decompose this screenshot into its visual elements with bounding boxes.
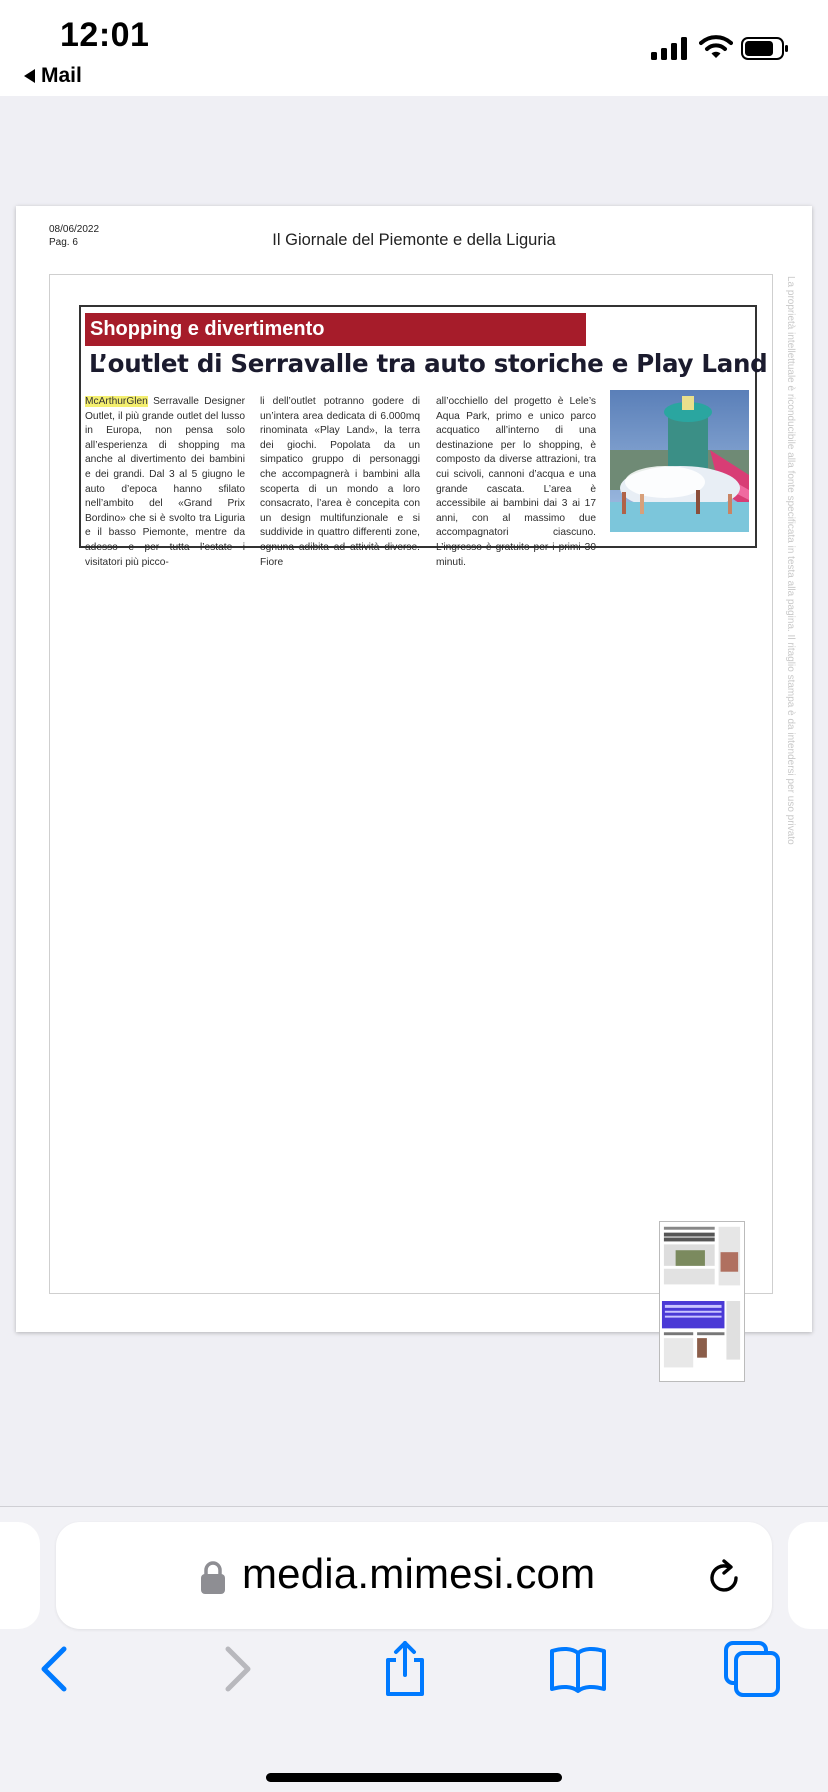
article-clipping xyxy=(79,305,768,568)
article-kicker: Shopping e divertimento xyxy=(85,313,586,346)
article-headline: L’outlet di Serravalle tra auto storiche e Play Land xyxy=(89,349,768,378)
forward-icon[interactable] xyxy=(206,1639,266,1699)
reload-icon[interactable] xyxy=(702,1556,746,1600)
wifi-icon xyxy=(699,34,733,60)
status-bar xyxy=(0,0,828,96)
newspaper-page xyxy=(16,206,812,1332)
back-icon[interactable] xyxy=(28,1639,88,1699)
highlighted-term: McArthurGlen xyxy=(85,396,148,407)
article-column-2: li dell’outlet potranno godere di un’intera area dedicata di 6.000mq rinominata «Play Land», la terra dei giochi. Popolata da un simpatico gruppo di personaggi che accompagnerà i bambini alla scoperta di un mondo a loro consacrato, l’area è concepita con un design multifunzionale e si suddivide in quattro differenti zone, ognuna adibita ad attività diverse. Fiore xyxy=(260,396,420,568)
back-triangle-icon xyxy=(24,69,35,83)
back-to-mail-label: Mail xyxy=(41,64,82,87)
article-column-1-text: Serravalle Designer Outlet, il più grande outlet del lusso in Europa, non pensa solo all’esperienza di shopping ma anche al divertimento dei bambini e dei grandi. Dal 3 al 5 giugno le auto d’epoca hanno sfilato nell’ambito del «Grand Prix Bordino» che si è svolto tra Liguria e il basso Piemonte, mentre da adesso e per tutta l’estate i visitatori più picco- xyxy=(85,396,245,568)
bookmarks-icon[interactable] xyxy=(548,1639,608,1699)
next-tab-preview[interactable] xyxy=(788,1522,828,1629)
address-bar[interactable] xyxy=(56,1522,772,1629)
page-thumbnail[interactable] xyxy=(659,1221,745,1382)
page-number: Pag. 6 xyxy=(49,237,78,248)
document-viewer[interactable] xyxy=(0,96,828,1506)
publication-title: Il Giornale del Piemonte e della Liguria xyxy=(272,231,556,249)
water-park-photo xyxy=(610,390,749,532)
home-indicator[interactable] xyxy=(266,1773,562,1782)
article-column-3: all’occhiello del progetto è Lele’s Aqua Park, primo e unico parco acquatico all’interno di una destinazione per lo shopping, è composto da diverse attrazioni, tra cui scivoli, cannoni d’acqua e una grande cascata. L’area è accessibile ai bambini dai 3 ai 17 anni, con al massimo due accompagnatori ciascuno. L’ingresso è gratuito per i primi 30 minuti. xyxy=(436,396,596,568)
lock-icon xyxy=(199,1559,227,1595)
share-icon[interactable] xyxy=(375,1639,435,1699)
browser-toolbar xyxy=(0,1506,828,1792)
previous-tab-preview[interactable] xyxy=(0,1522,40,1629)
page-date: 08/06/2022 xyxy=(49,224,100,235)
copyright-side-note xyxy=(778,276,802,896)
cellular-signal-icon xyxy=(651,36,687,60)
url-text: media.mimesi.com xyxy=(242,1550,596,1597)
tabs-icon[interactable] xyxy=(722,1639,782,1699)
battery-icon xyxy=(741,37,789,60)
article-column-1 xyxy=(85,395,245,570)
status-time: 12:01 xyxy=(60,16,150,54)
copyright-side-note-text: La proprietà intellettuale è riconducibile alla fonte specificata in testa alla pagina. Il ritaglio stampa è da intendersi per uso privato xyxy=(785,276,796,845)
back-to-mail-button[interactable] xyxy=(24,64,82,88)
